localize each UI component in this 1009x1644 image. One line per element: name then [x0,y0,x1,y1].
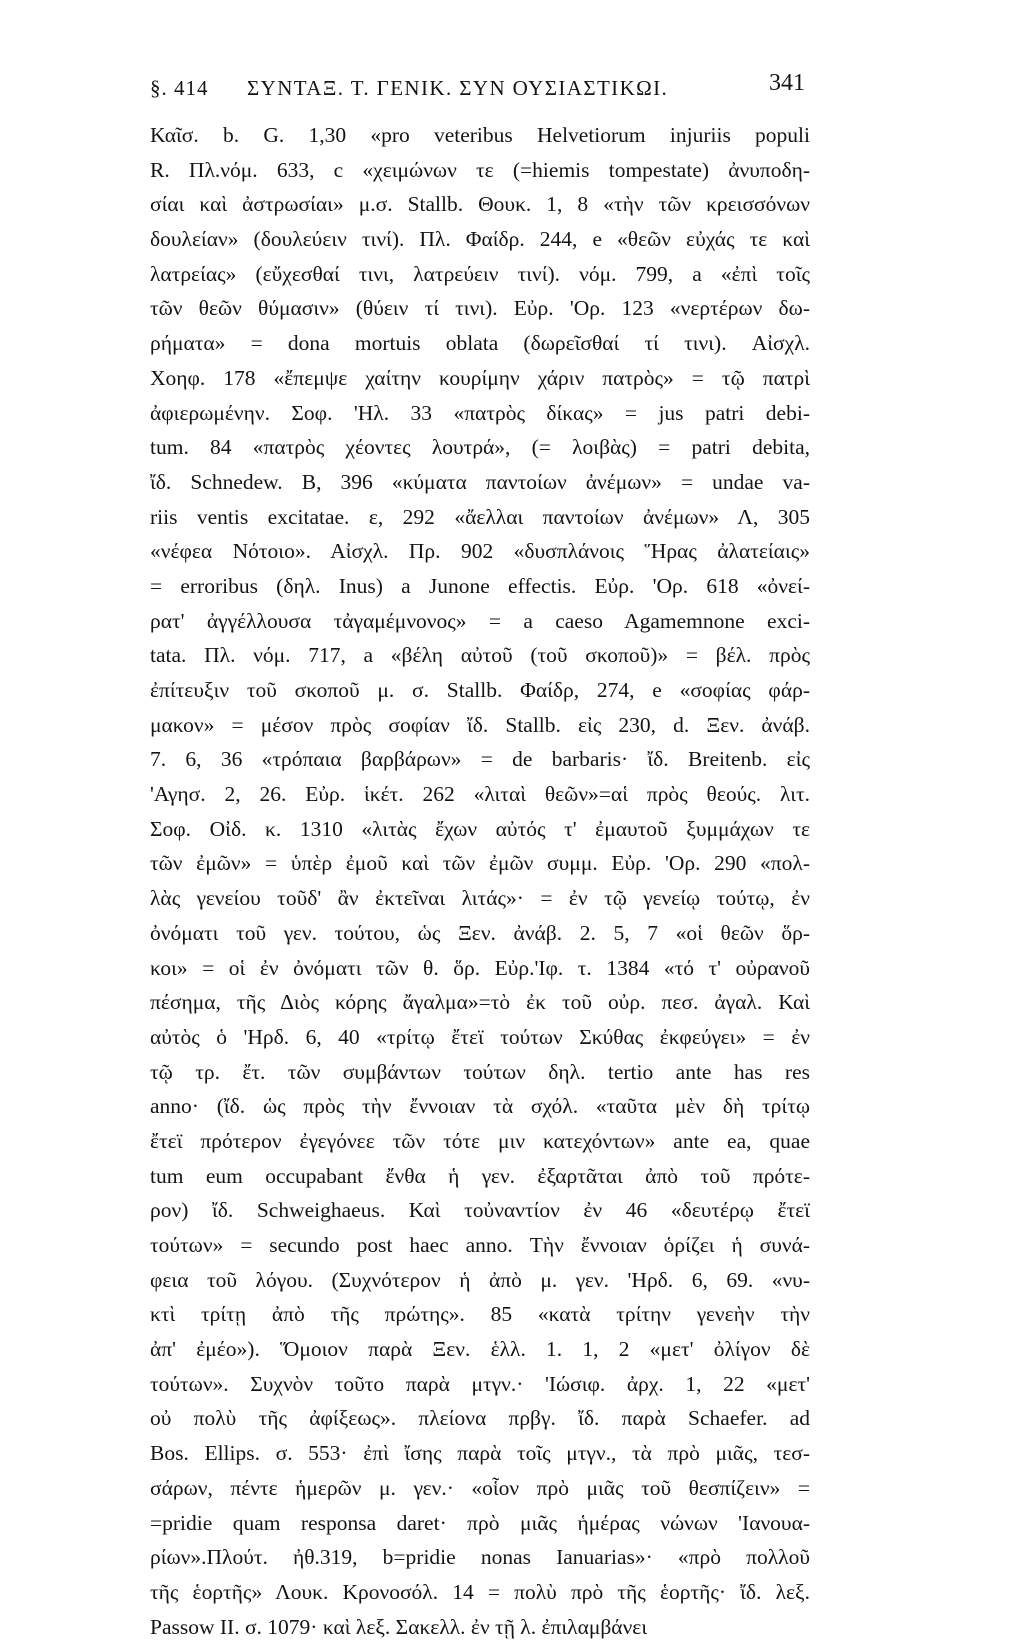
page-number: 341 [769,70,805,96]
text-line: σάρων, πέντε ἡμερῶν μ. γεν.· «οἷον πρὸ μιᾶς τοῦ θεσπίζειν» = [150,1475,810,1500]
text-line: αὐτὸς ὁ 'Ηρδ. 6, 40 «τρίτῳ ἔτεϊ τούτων Σκύθας ἐκφεύγει» = ἐν [150,1024,810,1049]
running-header [150,70,805,110]
text-line: δουλείαν» (δουλεύειν τινί). Πλ. Φαίδρ. 244, e «θεῶν εὐχάς τε καὶ [150,227,810,252]
text-line: ρατ' ἀγγέλλουσα τἀγαμέμνονος» = a caeso Agamemnone exci- [150,608,810,633]
text-line: οὐ πολὺ τῆς ἀφίξεως». πλείονα πρβγ. ἴδ. παρὰ Schaefer. ad [150,1406,810,1431]
text-line: τούτων». Συχνὸν τοῦτο παρὰ μτγν.· 'Ιώσιφ. ἀρχ. 1, 22 «μετ' [150,1371,810,1396]
text-line: R. Πλ.νόμ. 633, c «χειμώνων τε (=hiemis tompestate) ἀνυποδη- [150,157,810,182]
text-line: ἀφιερωμένην. Σοφ. 'Ηλ. 33 «πατρὸς δίκας» = jus patri debi- [150,400,810,425]
text-line: «νέφεα Νότοιο». Αἰσχλ. Πρ. 902 «δυσπλάνοις Ἥρας ἀλατείαις» [150,539,810,564]
text-line: Χοηφ. 178 «ἔπεμψε χαίτην κουρίμην χάριν πατρὸς» = τῷ πατρὶ [150,365,810,390]
text-line: = erroribus (δηλ. Inus) a Junone effectis. Εὐρ. 'Ορ. 618 «ὀνεί- [150,573,810,598]
text-line: tum eum occupabant ἔνθα ἡ γεν. ἐξαρτᾶται ἀπὸ τοῦ πρότε- [150,1163,810,1188]
text-line: ρίων».Πλούτ. ἠθ.319, b=pridie nonas Ianuarias»· «πρὸ πολλοῦ [150,1545,810,1570]
text-line: 'Αγησ. 2, 26. Εὐρ. ἱκέτ. 262 «λιταὶ θεῶν»=αἱ πρὸς θεούς. λιτ. [150,782,810,807]
text-line: tata. Πλ. νόμ. 717, a «βέλη αὐτοῦ (τοῦ σκοποῦ)» = βέλ. πρὸς [150,643,810,668]
text-line: τῆς ἑορτῆς» Λουκ. Κρονοσόλ. 14 = πολὺ πρὸ τῆς ἑορτῆς· ἴδ. λεξ. [150,1579,810,1604]
text-line: τῷ τρ. ἔτ. τῶν συμβάντων τούτων δηλ. tertio ante has res [150,1059,810,1084]
text-line: Bos. Ellips. σ. 553· ἐπὶ ἴσης παρὰ τοῖς μτγν., τὰ πρὸ μιᾶς, τεσ- [150,1441,810,1466]
text-line: φεια τοῦ λόγου. (Συχνότερον ἡ ἀπὸ μ. γεν. 'Ηρδ. 6, 69. «νυ- [150,1267,810,1292]
section-number: §. 414 [150,76,209,100]
text-line: anno· (ἴδ. ὡς πρὸς τὴν ἔννοιαν τὰ σχόλ. «ταῦτα μὲν δὴ τρίτῳ [150,1094,810,1119]
text-line: λὰς γενείου τοῦδ' ἂν ἐκτεῖναι λιτάς»· = ἐν τῷ γενείῳ τούτῳ, ἐν [150,886,810,911]
text-line: σίαι καὶ ἀστρωσίαι» μ.σ. Stallb. Θουκ. 1, 8 «τὴν τῶν κρεισσόνων [150,192,810,217]
text-line: tum. 84 «πατρὸς χέοντες λουτρά», (= λοιβὰς) = patri debita, [150,435,810,460]
text-line: ἐπίτευξιν τοῦ σκοποῦ μ. σ. Stallb. Φαίδρ, 274, e «σοφίας φάρ- [150,678,810,702]
text-line: κτὶ τρίτῃ ἀπὸ τῆς πρώτης». 85 «κατὰ τρίτην γενεὴν τὴν [150,1302,810,1327]
text-line: τῶν θεῶν θύμασιν» (θύειν τί τινι). Εὐρ. 'Ορ. 123 «νερτέρων δω- [150,296,810,321]
text-line: λατρείας» (εὔχεσθαί τινι, λατρεύειν τινί). νόμ. 799, a «ἐπὶ τοῖς [150,261,810,286]
body-text [150,118,810,1644]
text-line: =pridie quam responsa daret· πρὸ μιᾶς ἡμέρας νώνων 'Ιανουα- [150,1510,810,1535]
text-line: ἔτεϊ πρότερον ἐγεγόνεε τῶν τότε μιν κατεχόντων» ante ea, quae [150,1128,810,1153]
text-line: πέσημα, τῆς Διὸς κόρης ἄγαλμα»=τὸ ἐκ τοῦ οὐρ. πεσ. ἀγαλ. Καὶ [150,990,810,1015]
text-line: Σοφ. Οἰδ. κ. 1310 «λιτὰς ἔχων αὐτός τ' ἐμαυτοῦ ξυμμάχων τε [150,816,810,841]
text-line: κοι» = οἱ ἐν ὀνόματι τῶν θ. ὅρ. Εὐρ.'Ιφ. τ. 1384 «τό τ' οὐρανοῦ [150,955,810,980]
text-line: ὀνόματι τοῦ γεν. τούτου, ὡς Ξεν. ἀνάβ. 2. 5, 7 «οἱ θεῶν ὅρ- [150,920,810,945]
text-line: ρήματα» = dona mortuis oblata (δωρεῖσθαί τί τινι). Αἰσχλ. [150,331,810,356]
text-line: τῶν ἐμῶν» = ὑπὲρ ἐμοῦ καὶ τῶν ἐμῶν συμμ. Εὐρ. 'Ορ. 290 «πολ- [150,851,810,876]
text-line: μακον» = μέσον πρὸς σοφίαν ἴδ. Stallb. εἰς 230, d. Ξεν. ἀνάβ. [150,712,810,737]
text-line: ἴδ. Schnedew. B, 396 «κύματα παντοίων ἀνέμων» = undae va- [150,469,810,494]
text-line: τούτων» = secundo post haec anno. Τὴν ἔννοιαν ὁρίζει ἡ συνά- [150,1233,810,1257]
text-line: Καῖσ. b. G. 1,30 «pro veteribus Helvetiorum injuriis populi [150,123,810,147]
text-line: Passow II. σ. 1079· καὶ λεξ. Σακελλ. ἐν τῇ λ. ἐπιλαμβάνει [150,1614,648,1639]
running-title: ΣΥΝΤΑΞ. Τ. ΓΕΝΙΚ. ΣΥΝ ΟΥΣΙΑΣΤΙΚΩΙ. [247,76,669,100]
text-line: riis ventis excitatae. ε, 292 «ἄελλαι παντοίων ἀνέμων» Λ, 305 [150,504,810,529]
text-line: ἀπ' ἐμέο»). Ὅμοιον παρὰ Ξεν. ἑλλ. 1. 1, 2 «μετ' ὀλίγον δὲ [150,1337,810,1362]
text-line: 7. 6, 36 «τρόπαια βαρβάρων» = de barbaris· ἴδ. Breitenb. εἰς [150,747,810,772]
text-line: ρον) ἴδ. Schweighaeus. Καὶ τοὐναντίον ἐν 46 «δευτέρῳ ἔτεϊ [150,1198,810,1223]
